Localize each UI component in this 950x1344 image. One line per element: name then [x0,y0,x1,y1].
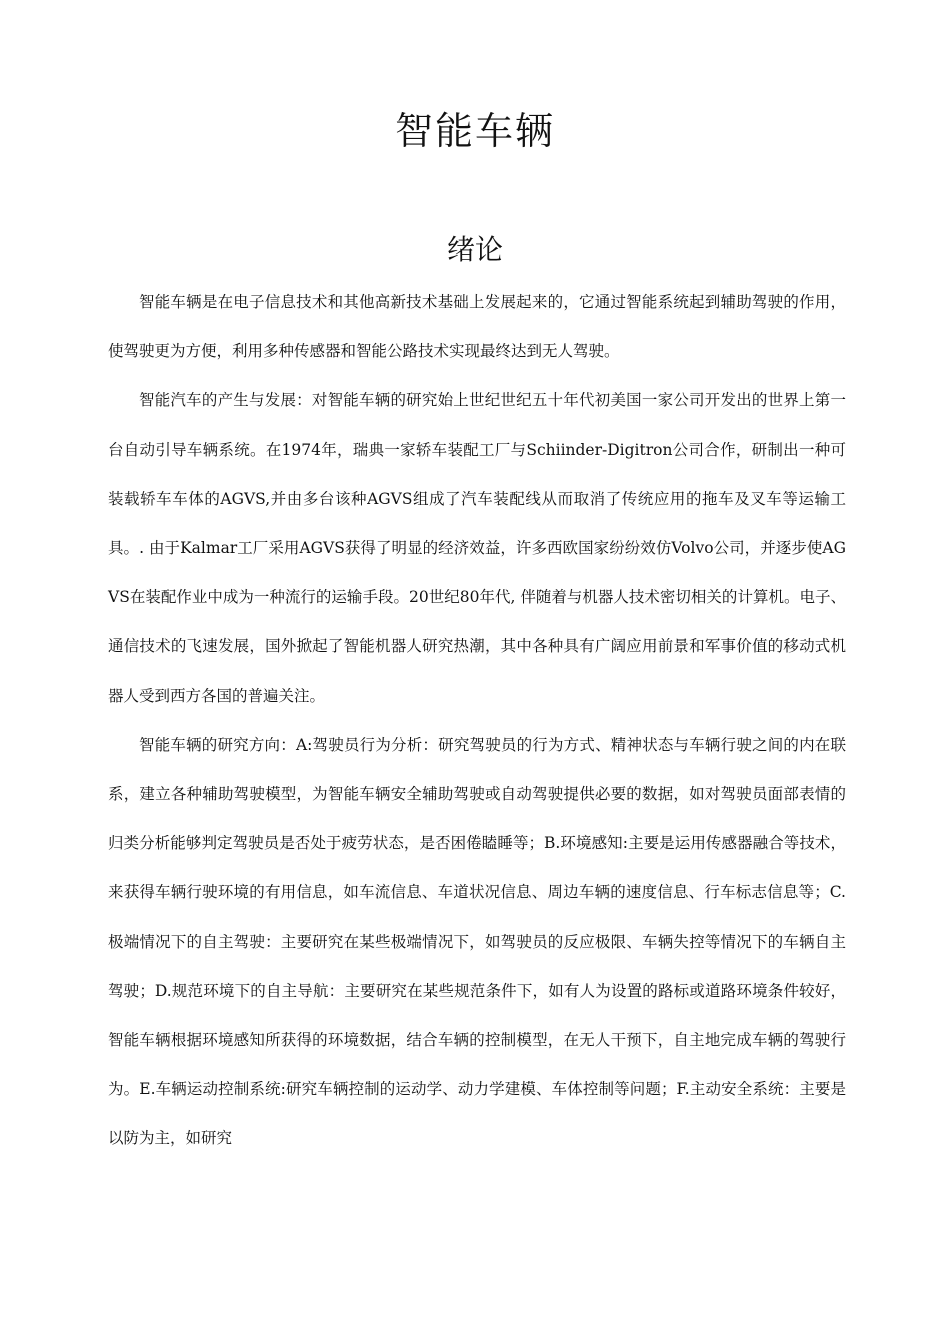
paragraph-research-directions: 智能车辆的研究方向：A:驾驶员行为分析：研究驾驶员的行为方式、精神状态与车辆行驶之间的内在联系，建立各种辅助驾驶模型，为智能车辆安全辅助驾驶或自动驾驶提供必要的数据，如对驾驶员面部表情的归类分析能够判定驾驶员是否处于疲劳状态，是否困倦瞌睡等；B.环境感知:主要是运用传感器融合等技术，来获得车辆行驶环境的有用信息，如车流信息、车道状况信息、周边车辆的速度信息、行车标志信息等；C.极端情况下的自主驾驶：主要研究在某些极端情况下，如驾驶员的反应极限、车辆失控等情况下的车辆自主驾驶；D.规范环境下的自主导航：主要研究在某些规范条件下，如有人为设置的路标或道路环境条件较好，智能车辆根据环境感知所获得的环境数据，结合车辆的控制模型，在无人干预下，自主地完成车辆的驾驶行为。E.车辆运动控制系统:研究车辆控制的运动学、动力学建模、车体控制等问题；F.主动安全系统：主要是以防为主，如研究 [108,735,846,1148]
document-body [108,278,846,1164]
section-heading: 绪论 [446,233,503,266]
document-title: 智能车辆 [394,109,555,153]
paragraph-history: 智能汽车的产生与发展：对智能车辆的研究始上世纪世纪五十年代初美国一家公司开发出的世界上第一台自动引导车辆系统。在1974年，瑞典一家轿车装配工厂与Schiinder-Digitron公司合作，研制出一种可装载轿车车体的AGVS,并由多台该种AGVS组成了汽车装配线从而取消了传统应用的拖车及叉车等运输工具。. 由于Kalmar工厂采用AGVS获得了明显的经济效益，许多西欧国家纷纷效仿Volvo公司，并逐步使AGVS在装配作业中成为一种流行的运输手段。20世纪80年代, 伴随着与机器人技术密切相关的计算机。电子、通信技术的飞速发展，国外掀起了智能机器人研究热潮，其中各种具有广阔应用前景和军事价值的移动式机器人受到西方各国的普遍关注。 [108,391,846,705]
paragraph-intro: 智能车辆是在电子信息技术和其他高新技术基础上发展起来的，它通过智能系统起到辅助驾驶的作用，使驾驶更为方便，利用多种传感器和智能公路技术实现最终达到无人驾驶。 [108,293,846,361]
